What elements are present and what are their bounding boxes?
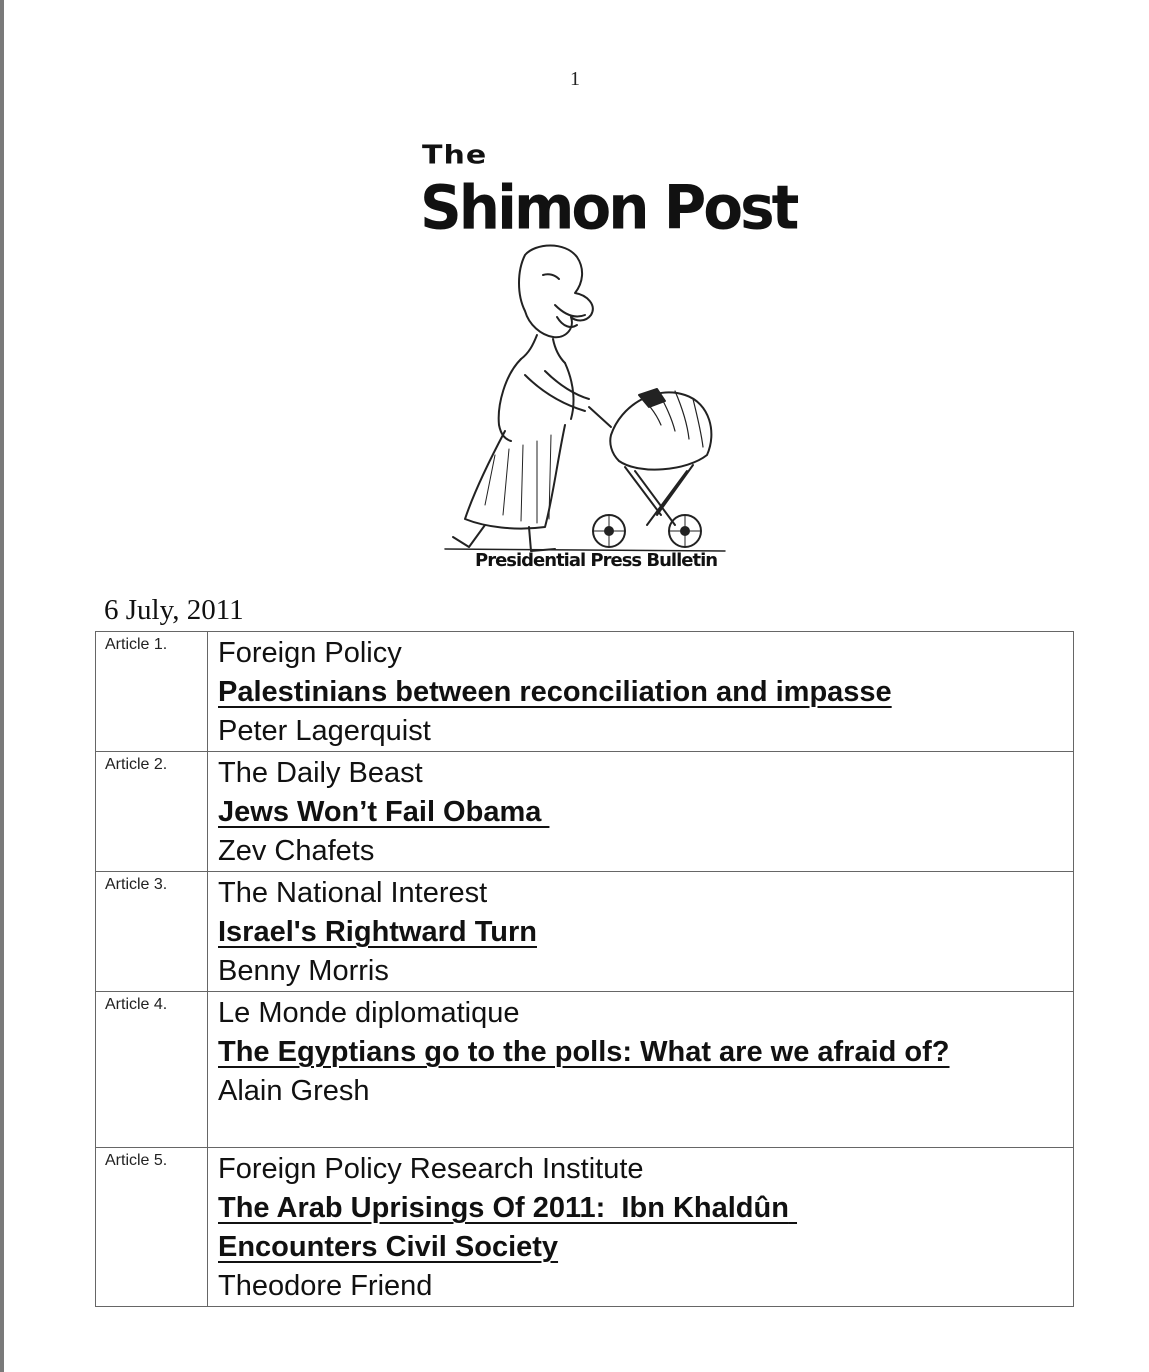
article-content bbox=[208, 1148, 1074, 1307]
article-author: Alain Gresh bbox=[218, 1075, 370, 1107]
article-headline-link[interactable]: The Arab Uprisings Of 2011: Ibn Khaldûn Encounters Civil Society bbox=[218, 1192, 798, 1263]
table-row bbox=[96, 752, 1074, 872]
table-row bbox=[96, 632, 1074, 752]
article-headline-link[interactable]: Jews Won’t Fail Obama bbox=[218, 796, 550, 828]
article-headline-link[interactable]: The Egyptians go to the polls: What are we afraid of? bbox=[218, 1036, 950, 1068]
article-content bbox=[208, 872, 1074, 992]
article-content bbox=[208, 632, 1074, 752]
bulletin-date: 6 July, 2011 bbox=[104, 594, 244, 626]
article-content bbox=[208, 752, 1074, 872]
article-publication: The National Interest bbox=[218, 877, 488, 909]
article-number: Article 5. bbox=[96, 1148, 208, 1307]
article-publication: Foreign Policy bbox=[218, 637, 402, 669]
article-number: Article 4. bbox=[96, 992, 208, 1148]
masthead-tagline: Presidential Press Bulletin bbox=[475, 550, 718, 571]
caricature-illustration bbox=[425, 235, 745, 555]
table-row bbox=[96, 1148, 1074, 1307]
article-number: Article 1. bbox=[96, 632, 208, 752]
page-left-edge bbox=[0, 0, 4, 1372]
article-number: Article 3. bbox=[96, 872, 208, 992]
article-author: Benny Morris bbox=[218, 955, 389, 987]
article-publication: Le Monde diplomatique bbox=[218, 997, 520, 1029]
article-publication: Foreign Policy Research Institute bbox=[218, 1153, 644, 1185]
page-number: 1 bbox=[570, 68, 580, 90]
masthead-title: Shimon Post bbox=[420, 172, 797, 244]
article-headline-link[interactable]: Palestinians between reconciliation and impasse bbox=[218, 676, 892, 708]
article-author: Theodore Friend bbox=[218, 1270, 433, 1302]
table-row bbox=[96, 872, 1074, 992]
article-headline-link[interactable]: Israel's Rightward Turn bbox=[218, 916, 537, 948]
article-author: Zev Chafets bbox=[218, 835, 375, 867]
table-row bbox=[96, 992, 1074, 1148]
article-content bbox=[208, 992, 1074, 1148]
masthead-the: The bbox=[422, 140, 488, 171]
articles-table bbox=[95, 631, 1074, 1307]
article-author: Peter Lagerquist bbox=[218, 715, 431, 747]
article-publication: The Daily Beast bbox=[218, 757, 423, 789]
article-number: Article 2. bbox=[96, 752, 208, 872]
